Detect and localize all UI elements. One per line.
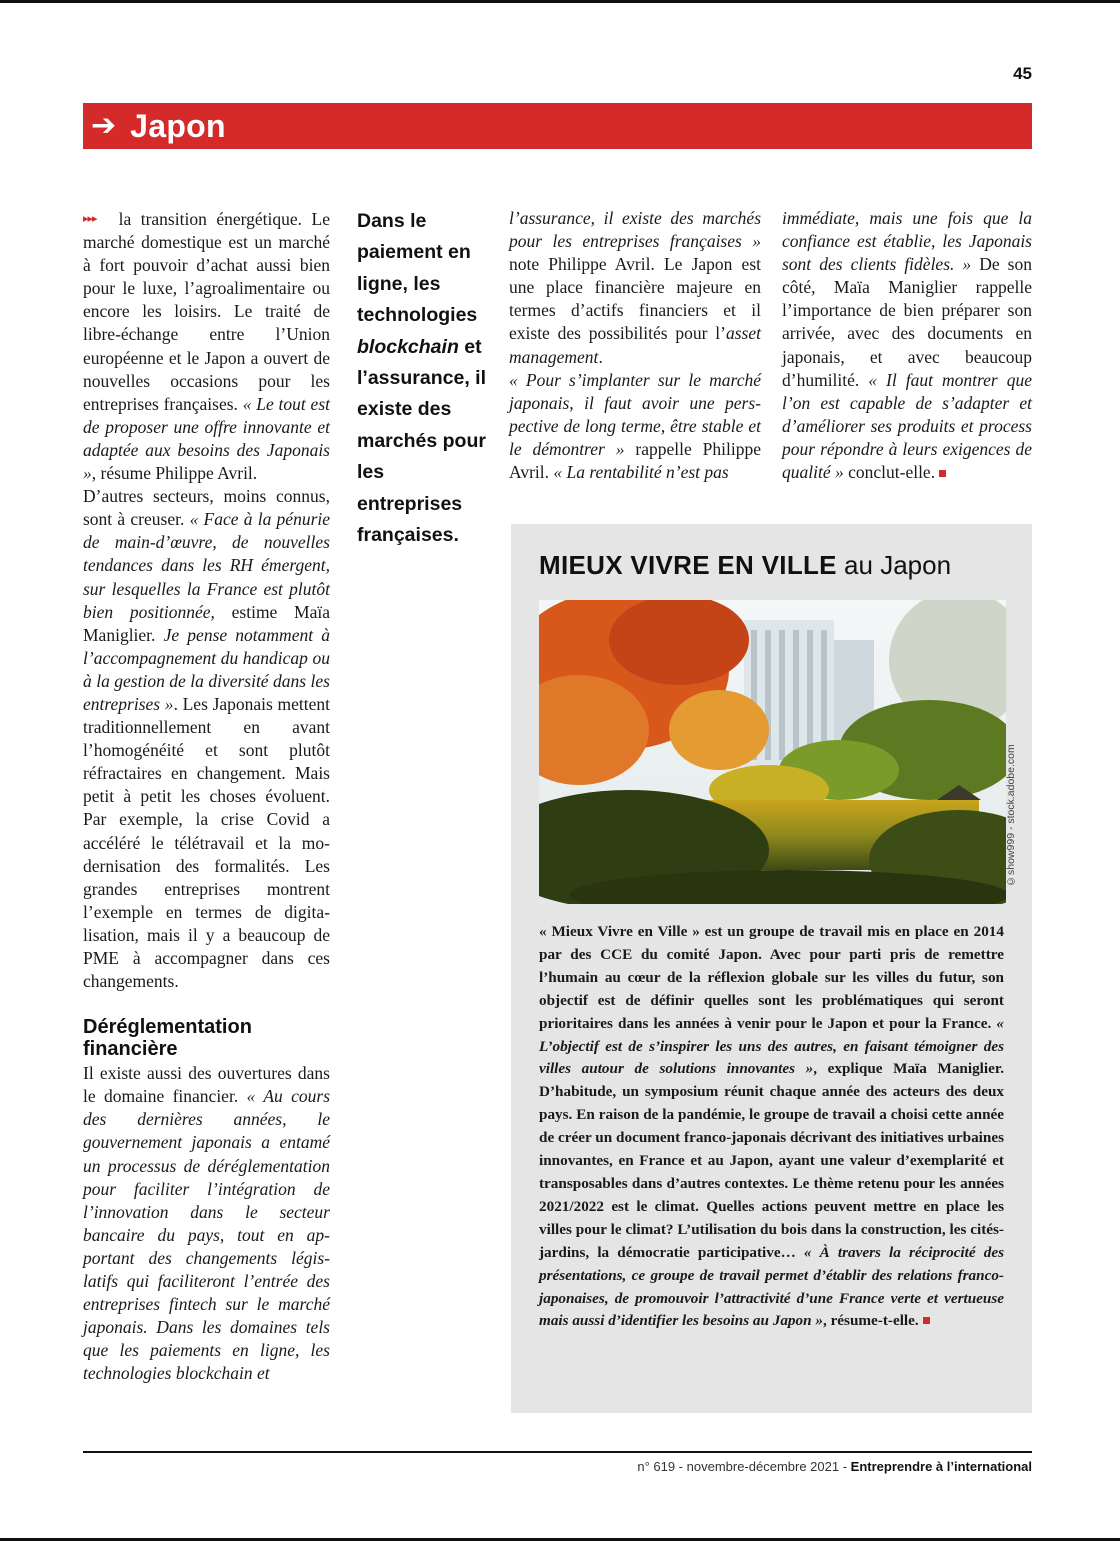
quote: « L’objectif est de s’inspirer les uns des autres, en faisant témoigner des villes autour de solutions innovantes » xyxy=(539,1014,1004,1078)
top-rule xyxy=(0,0,1120,3)
text: , résume-t-elle. xyxy=(822,1312,919,1330)
box-body-text xyxy=(539,921,1004,1333)
issue-info: n° 619 - novembre-décembre 2021 - xyxy=(637,1459,851,1474)
quote: Je pense notamment à l’accompagnement du handicap ou à la gestion de la diversité dans les entreprises » xyxy=(83,624,330,714)
quote: « Le tout est de proposer une offre innovante et adaptée aux besoins des Japonais » xyxy=(83,393,330,484)
text: , résume Philippe Avril. xyxy=(91,463,258,484)
footer-rule xyxy=(83,1451,1032,1453)
end-square-icon xyxy=(939,470,946,477)
text: . xyxy=(598,346,603,367)
quote: « Face à la pénurie de main-d’œuvre, de nouvelles tendances dans les RH émergent, sur lesquelles la France est plutôt bien positionnée, xyxy=(83,509,331,622)
box-title-strong: MIEUX VIVRE EN VILLE xyxy=(539,550,837,580)
pull-quote-text: et l’assurance, il existe des marchés pour les entreprises françaises. xyxy=(357,335,486,547)
text: rappelle Philippe Avril. xyxy=(509,438,761,483)
paragraph xyxy=(782,207,1032,484)
autumn-garden-photo xyxy=(539,600,1006,904)
pull-quote xyxy=(357,206,487,551)
italic-term: asset management xyxy=(509,323,761,367)
text: note Philippe Avril. Le Japon est une place financière majeure en termes d’actifs financiers et il existe des possibilités pour l’ xyxy=(509,254,761,344)
quote: « Au cours des dernières années, le gouvernement japonais a entamé un processus de déréglementation pour faciliter l’intégration de l’innovation dans le secteur bancaire du pays, tout en apportant des changements législatifs qui faciliteront l’entrée des entreprises fintech sur le marché japonais. Dans les domaines tels que les paiements en ligne, les technologies blockchain et xyxy=(83,1086,331,1384)
quote: « La rentabilité n’est pas xyxy=(553,462,729,483)
text: , explique Maïa Maniglier. D’habitude, un symposium réunit chaque année des acteurs des deux pays. En raison de la pandémie, le groupe de travail a choisi cette année de créer un document franco-japonais décrivant des initiatives urbaines innovantes, en France et au Japon, ayant une valeur d’exemplarité et transposables dans d’autres contextes. Le thème retenu pour les années 2021/2022 est le climat. Quelles actions peuvent mettre en place les villes pour le climat? L’utilisation du bois dans la construction, les cités-jardins, la démocratie participative… xyxy=(539,1060,1005,1261)
quote: immédiate, mais une fois que la confiance est établie, les Japonais sont des clients fidèles. » xyxy=(782,208,1032,275)
paragraph xyxy=(83,1062,330,1385)
paragraph xyxy=(83,485,330,993)
section-title: Japon xyxy=(130,107,226,144)
sidebar-box xyxy=(511,524,1032,1413)
text: conclut-elle. xyxy=(843,462,936,483)
article-column-4 xyxy=(782,207,1032,484)
article-column-3 xyxy=(509,207,761,484)
text: la transition énergétique. Le marché domestique est un marché à fort pouvoir d’achat aussi bien pour le luxe, l’agroalimentaire ou encore les loisirs. Le traité de libre-échange entre l’Union européenne et le Japon a ouvert de nouvelles occasions pour les entreprises françaises. xyxy=(83,209,330,414)
quote: « Il faut montrer que l’on est capable de s’adapter et d’améliorer ses produits et process pour répondre à leurs exigences de qualité » xyxy=(782,369,1033,483)
text: Il existe aussi des ouvertures dans le domaine financier. xyxy=(83,1063,330,1107)
arrow-right-icon: ➔ xyxy=(91,108,117,143)
text: . Les Japonais mettent traditionnellement en avant l’homogénéité et sont plutôt réfractaires en changement. Mais petit à petit les choses évoluent. Par exemple, la crise Covid a accéléré le télétravail et la modernisation des formalités. Les grandes entreprises montrent l’exemple en termes de digitalisation, mais il y a beaucoup de PME à accompagner dans ces changements. xyxy=(83,693,330,992)
page-number: 45 xyxy=(1013,64,1032,83)
photo-credit: ©show999 - stock.adobe.com xyxy=(1005,744,1017,887)
continuation-arrows-icon: ▸▸▸ xyxy=(83,212,97,225)
paragraph xyxy=(83,207,330,485)
quote: « À travers la réciprocité des présentations, ce groupe de travail permet d’établir des relations franco-japonaises, de promouvoir l’attractivité d’une France verte et vertueuse mais aussi d’identifier les besoins au Japon » xyxy=(539,1243,1004,1330)
text: D’autres secteurs, moins connus, sont à creuser. xyxy=(83,486,330,530)
pull-quote-text: Dans le paiement en ligne, les technologies xyxy=(357,210,478,327)
pull-quote-italic: blockchain xyxy=(357,335,459,358)
magazine-name: Entreprendre à l’international xyxy=(850,1459,1032,1474)
text: « Mieux Vivre en Ville » est un groupe de travail mis en place en 2014 par des CCE du comité Japon. Avec pour parti pris de remettre l’humain au cœur de la réflexion globale sur les villes du futur, son objectif est de définir quelles sont les problématiques qui seront prioritaires dans les années à venir pour le Japon et pour la France. xyxy=(539,923,1004,1032)
quote: « Pour s’implanter sur le marché japonais, il faut avoir une perspective de long terme, être stable et le démontrer » xyxy=(509,369,761,459)
text: De son côté, Maïa Maniglier rappelle l’importance de bien préparer son arrivée, avec des documents en japonais, et avec beaucoup d’humilité. xyxy=(782,254,1032,390)
box-title-light: au Japon xyxy=(836,550,952,580)
subheading: Déréglementation financière xyxy=(83,1016,252,1061)
garden-illustration xyxy=(539,600,1006,904)
footer xyxy=(637,1459,1032,1474)
section-banner xyxy=(83,103,1032,149)
box-title xyxy=(539,550,951,581)
text: estime Maïa Maniglier. xyxy=(83,601,331,645)
article-column-1 xyxy=(83,207,330,1386)
end-square-icon xyxy=(923,1317,930,1324)
paragraph xyxy=(509,369,761,484)
quote: l’assurance, il existe des marchés pour les entreprises françaises » xyxy=(509,208,761,252)
paragraph xyxy=(509,207,761,369)
